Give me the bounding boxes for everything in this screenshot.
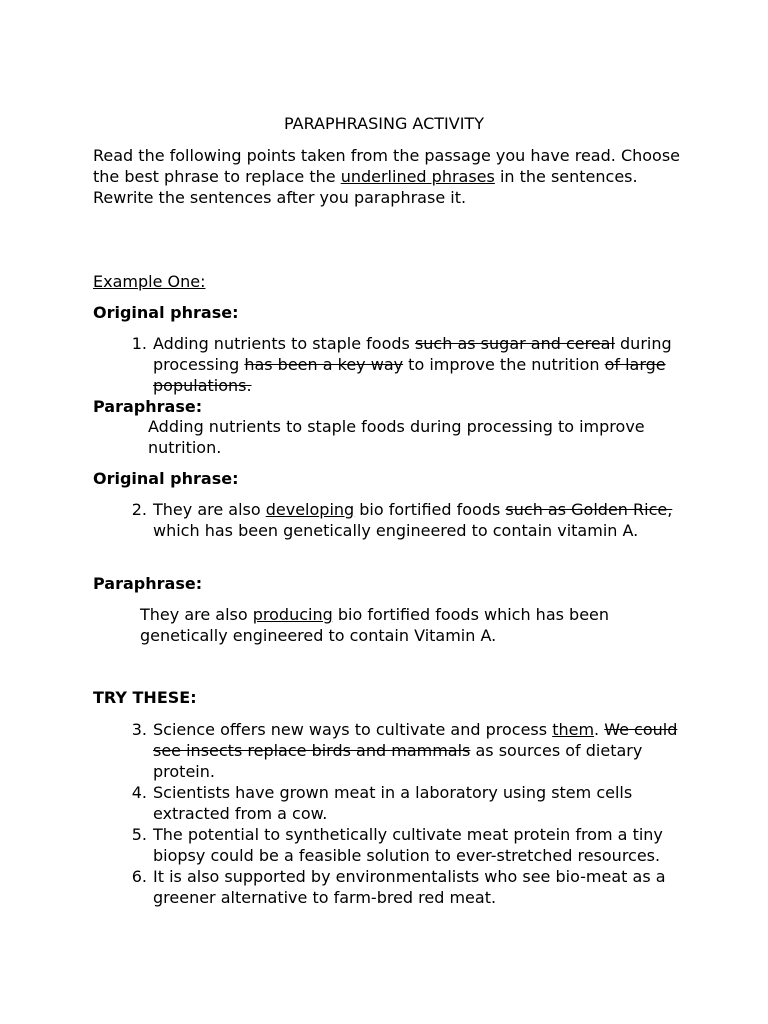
item-text: Scientists have grown meat in a laboratory using stem cells extracted from a cow. xyxy=(153,783,633,823)
item-text-segment: during processing xyxy=(153,334,672,374)
item-text-segment: bio fortified foods xyxy=(354,500,506,519)
instructions-paragraph xyxy=(93,145,693,208)
underlined-text: producing xyxy=(252,605,333,624)
list-item xyxy=(93,333,693,396)
underlined-text: them xyxy=(552,720,595,739)
item-text xyxy=(148,333,693,396)
paraphrase-text-segment: They are also xyxy=(140,605,253,624)
paraphrase-heading-2: Paraphrase: xyxy=(93,574,203,593)
item-text-segment: to improve the nutrition xyxy=(403,355,605,374)
list-item xyxy=(93,782,693,824)
list-item xyxy=(93,499,693,541)
try-these-heading: TRY THESE: xyxy=(93,688,197,707)
instructions-underlined-phrase: underlined phrases xyxy=(340,167,495,186)
strikethrough-text: We could see insects replace birds and mammals xyxy=(153,720,678,760)
original-phrase-heading-2: Original phrase: xyxy=(93,469,239,488)
item-number: 4. xyxy=(131,783,147,802)
item-number: 3. xyxy=(131,720,147,739)
list-item xyxy=(93,866,693,908)
item-number: 2. xyxy=(131,500,147,519)
item-text-segment: which has been genetically engineered to contain vitamin A. xyxy=(153,521,639,540)
instructions-text-end: in the sentences. Rewrite the sentences after you paraphrase it. xyxy=(93,167,638,207)
instructions-text-start: Read the following points taken from the passage you have read. Choose the best phrase to replace the xyxy=(93,146,681,186)
list-item xyxy=(93,824,693,866)
example-one-title: Example One: xyxy=(93,272,206,291)
item-text: The potential to synthetically cultivate meat protein from a tiny biopsy could be a feasible solution to ever-stretched resources. xyxy=(153,825,663,865)
list-item xyxy=(93,719,693,782)
paraphrase-text-1: Adding nutrients to staple foods during processing to improve nutrition. xyxy=(148,417,645,457)
item-number: 6. xyxy=(131,867,147,886)
strikethrough-text: of large populations. xyxy=(153,355,666,395)
item-text-segment: Adding nutrients to staple foods xyxy=(153,334,415,353)
item-text: It is also supported by environmentalists who see bio-meat as a greener alternative to farm-bred red meat. xyxy=(153,867,666,907)
strikethrough-text: such as sugar and cereal xyxy=(414,334,615,353)
item-text xyxy=(148,719,693,782)
paraphrase-text-2 xyxy=(140,604,680,646)
item-text-segment: Science offers new ways to cultivate and process xyxy=(153,720,553,739)
item-text xyxy=(148,499,693,541)
original-phrase-heading-1: Original phrase: xyxy=(93,303,239,322)
example-list-1 xyxy=(93,333,693,396)
item-text-segment: . xyxy=(594,720,605,739)
paraphrase-text-segment: bio fortified foods which has been genetically engineered to contain Vitamin A. xyxy=(140,605,610,645)
example-list-2 xyxy=(93,499,693,541)
page-title: PARAPHRASING ACTIVITY xyxy=(284,114,484,133)
item-number: 5. xyxy=(131,825,147,844)
paraphrase-heading-1: Paraphrase: xyxy=(93,397,203,416)
strikethrough-text: has been a key way xyxy=(244,355,404,374)
item-number: 1. xyxy=(131,334,147,353)
underlined-text: developing xyxy=(265,500,355,519)
exercise-list xyxy=(93,719,693,908)
item-text-segment: They are also xyxy=(153,500,266,519)
item-text-segment: as sources of dietary protein. xyxy=(153,741,643,781)
strikethrough-text: such as Golden Rice, xyxy=(505,500,673,519)
